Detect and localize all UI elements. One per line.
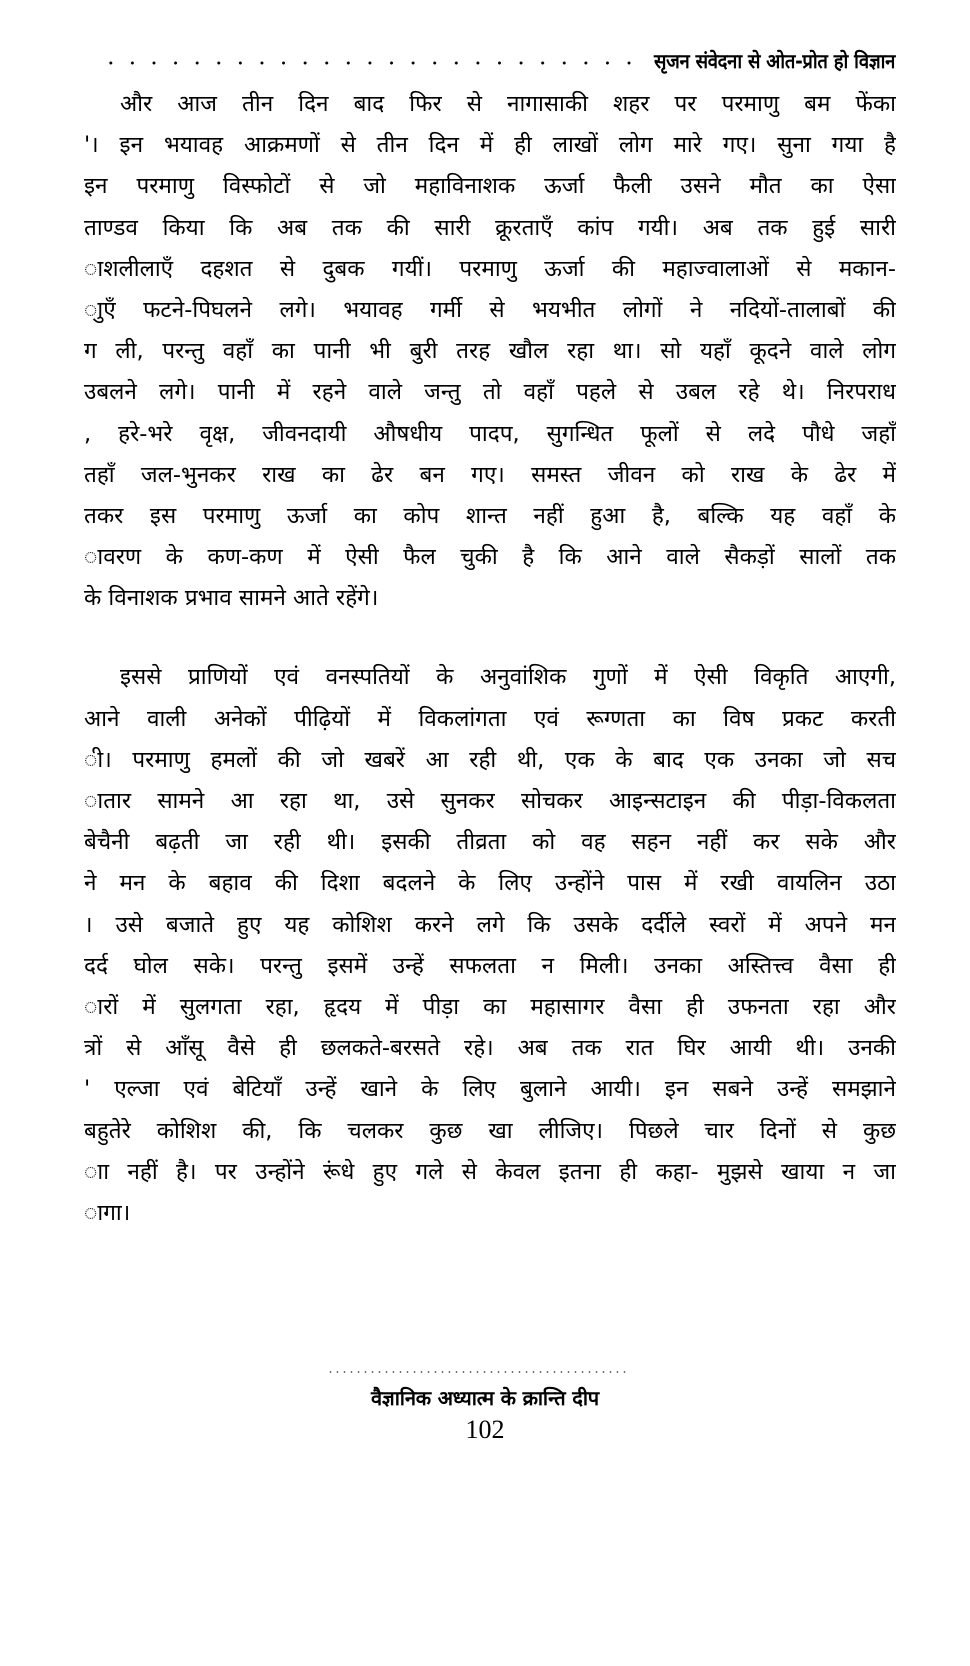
text-line: ग ली, परन्तु वहाँ का पानी भी बुरी तरह खौल रहा था। सो यहाँ कूदने वाले लोग <box>84 338 896 365</box>
text-line: ने मन के बहाव की दिशा बदलने के लिए उन्होंने पास में रखी वायलिन उठा <box>84 870 896 897</box>
text-line: बेचैनी बढ़ती जा रही थी। इसकी तीव्रता को वह सहन नहीं कर सके और <box>84 829 896 856</box>
footer-dots <box>327 1370 627 1376</box>
text-line: । उसे बजाते हुए यह कोशिश करने लगे कि उसके दर्दीले स्वरों में अपने मन <box>84 911 896 938</box>
text-line: , हरे-भरे वृक्ष, जीवनदायी औषधीय पादप, सुगन्धित फूलों से लदे पौधे जहाँ <box>84 420 896 447</box>
book-title: वैज्ञानिक अध्यात्म के क्रान्ति दीप <box>371 1386 599 1410</box>
text-line: ताण्डव किया कि अब तक की सारी क्रूरताएँ कांप गयी। अब तक हुई सारी <box>84 214 896 241</box>
running-header <box>100 38 895 74</box>
paragraph <box>84 84 896 619</box>
leader-dots <box>100 60 633 66</box>
running-title: सृजन संवेदना से ओत-प्रोत हो विज्ञान <box>653 49 895 73</box>
text-line: ागा। <box>84 1199 131 1226</box>
text-line: ावरण के कण-कण में ऐसी फैल चुकी है कि आने वाले सैकड़ों सालों तक <box>84 544 896 571</box>
text-line: ाशलीलाएँ दहशत से दुबक गयीं। परमाणु ऊर्जा की महाज्वालाओं से मकान- <box>84 255 896 282</box>
text-line: ातार सामने आ रहा था, उसे सुनकर सोचकर आइन्सटाइन की पीड़ा-विकलता <box>84 788 896 814</box>
text-line: तकर इस परमाणु ऊर्जा का कोप शान्त नहीं हुआ है, बल्कि यह वहाँ के <box>84 502 896 529</box>
text-line: तहाँ जल-भुनकर राख का ढेर बन गए। समस्त जीवन को राख के ढेर में <box>84 461 896 488</box>
text-line: ाा नहीं है। पर उन्होंने रूंधे हुए गले से केवल इतना ही कहा- मुझसे खाया न जा <box>84 1158 896 1185</box>
text-line: ी। परमाणु हमलों की जो खबरें आ रही थी, एक के बाद एक उनका जो सच <box>84 746 896 773</box>
text-line: आने वाली अनेकों पीढ़ियों में विकलांगता एवं रूग्णता का विष प्रकट करती <box>84 705 896 732</box>
text-line: ाुएँ फटने-पिघलने लगे। भयावह गर्मी से भयभीत लोगों ने नदियों-तालाबों की <box>84 296 896 323</box>
text-line: के विनाशक प्रभाव सामने आते रहेंगे। <box>84 585 379 612</box>
text-line: उबलने लगे। पानी में रहने वाले जन्तु तो वहाँ पहले से उबल रहे थे। निरपराध <box>84 379 896 406</box>
text-line: ारों में सुलगता रहा, हृदय में पीड़ा का महासागर वैसा ही उफनता रहा और <box>84 993 896 1020</box>
page-footer <box>0 1370 970 1445</box>
text-line: बहुतेरे कोशिश की, कि चलकर कुछ खा लीजिए। पिछले चार दिनों से कुछ <box>84 1117 896 1144</box>
paragraph <box>84 657 896 1234</box>
text-line: दर्द घोल सके। परन्तु इसमें उन्हें सफलता न मिली। उनका अस्तित्त्व वैसा ही <box>84 952 896 979</box>
text-line: इससे प्राणियों एवं वनस्पतियों के अनुवांशिक गुणों में ऐसी विकृति आएगी, <box>120 664 896 691</box>
body-text <box>84 84 896 1234</box>
text-line: इन परमाणु विस्फोटों से जो महाविनाशक ऊर्जा फैली उसने मौत का ऐसा <box>84 173 896 200</box>
text-line: ' एल्जा एवं बेटियाँ उन्हें खाने के लिए बुलाने आयी। इन सबने उन्हें समझाने <box>84 1076 896 1103</box>
paragraph-gap <box>84 619 896 657</box>
page-number: 102 <box>465 1415 505 1444</box>
text-line: त्रों से आँसू वैसे ही छलकते-बरसते रहे। अब तक रात घिर आयी थी। उनकी <box>84 1035 896 1062</box>
text-line: और आज तीन दिन बाद फिर से नागासाकी शहर पर परमाणु बम फेंका <box>120 91 896 117</box>
text-line: '। इन भयावह आक्रमणों से तीन दिन में ही लाखों लोग मारे गए। सुना गया है <box>84 132 896 159</box>
paragraph-container <box>84 84 896 1234</box>
